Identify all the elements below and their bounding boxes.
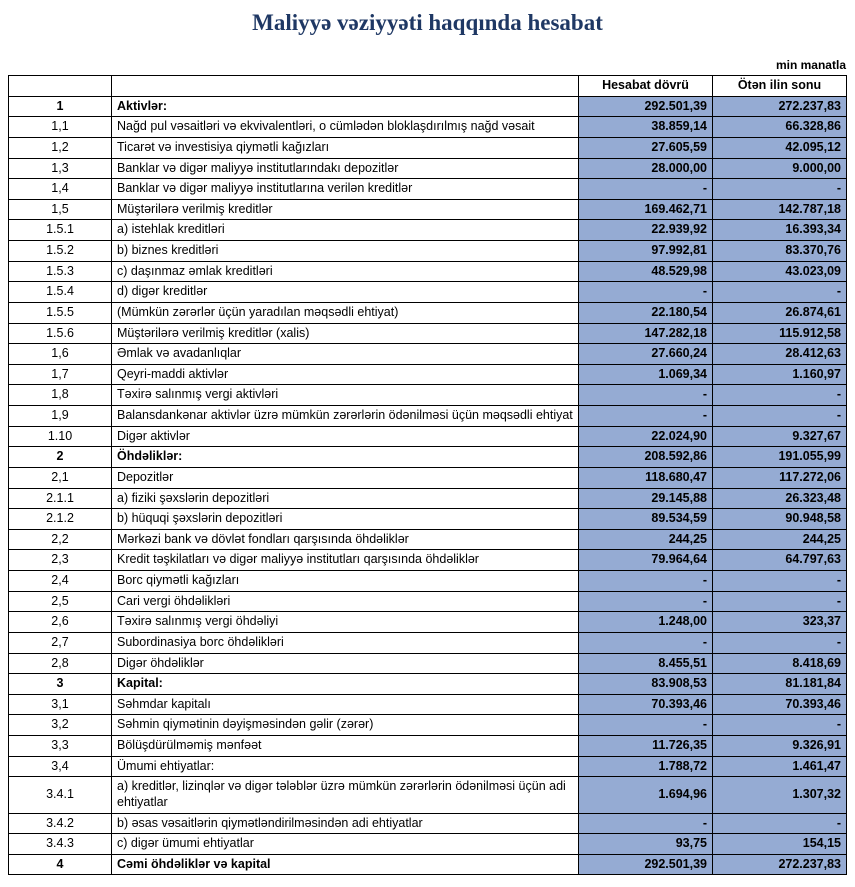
- table-row: [9, 715, 847, 736]
- row-current-value: -: [579, 385, 713, 406]
- header-previous-period: Ötən ilin sonu: [713, 76, 847, 97]
- table-row: [9, 302, 847, 323]
- row-code: 3,1: [9, 694, 112, 715]
- row-previous-value: 9.327,67: [713, 426, 847, 447]
- row-previous-value: -: [713, 715, 847, 736]
- row-label: b) əsas vəsaitlərin qiymətləndirilməsindən adi ehtiyatlar: [112, 813, 579, 834]
- row-label: Kredit təşkilatları və digər maliyyə institutları qarşısında öhdəliklər: [112, 550, 579, 571]
- table-row: [9, 854, 847, 875]
- financial-position-table: [8, 75, 847, 875]
- table-row: [9, 834, 847, 855]
- row-code: 1.5.6: [9, 323, 112, 344]
- row-current-value: 1.788,72: [579, 756, 713, 777]
- row-label: Müştərilərə verilmiş kreditlər (xalis): [112, 323, 579, 344]
- table-row: [9, 571, 847, 592]
- table-header-row: [9, 76, 847, 97]
- row-label: Ticarət və investisiya qiymətli kağızları: [112, 137, 579, 158]
- table-row: [9, 529, 847, 550]
- row-label: b) hüquqi şəxslərin depozitləri: [112, 509, 579, 530]
- row-previous-value: 16.393,34: [713, 220, 847, 241]
- row-current-value: 22.939,92: [579, 220, 713, 241]
- row-code: 1,1: [9, 117, 112, 138]
- row-code: 3,2: [9, 715, 112, 736]
- row-label: Öhdəliklər:: [112, 447, 579, 468]
- row-label: Əmlak və avadanlıqlar: [112, 344, 579, 365]
- row-code: 1.5.3: [9, 261, 112, 282]
- row-previous-value: -: [713, 591, 847, 612]
- table-row: [9, 612, 847, 633]
- header-name-cell: [112, 76, 579, 97]
- table-row: [9, 261, 847, 282]
- row-previous-value: 154,15: [713, 834, 847, 855]
- row-label: (Mümkün zərərlər üçün yaradılan məqsədli ehtiyat): [112, 302, 579, 323]
- row-code: 2,8: [9, 653, 112, 674]
- row-label: Bölüşdürülməmiş mənfəət: [112, 736, 579, 757]
- row-code: 3.4.1: [9, 777, 112, 813]
- row-current-value: 48.529,98: [579, 261, 713, 282]
- table-row: [9, 447, 847, 468]
- row-previous-value: 1.307,32: [713, 777, 847, 813]
- row-code: 1,3: [9, 158, 112, 179]
- row-current-value: 118.680,47: [579, 467, 713, 488]
- row-label: c) daşınmaz əmlak kreditləri: [112, 261, 579, 282]
- row-previous-value: 70.393,46: [713, 694, 847, 715]
- table-row: [9, 220, 847, 241]
- row-code: 1: [9, 96, 112, 117]
- row-previous-value: 142.787,18: [713, 199, 847, 220]
- page-title: Maliyyə vəziyyəti haqqında hesabat: [252, 10, 603, 35]
- row-label: Qeyri-maddi aktivlər: [112, 364, 579, 385]
- row-code: 1,2: [9, 137, 112, 158]
- row-current-value: 22.024,90: [579, 426, 713, 447]
- row-previous-value: 9.000,00: [713, 158, 847, 179]
- header-current-period: Hesabat dövrü: [579, 76, 713, 97]
- row-code: 2.1.2: [9, 509, 112, 530]
- row-code: 3,4: [9, 756, 112, 777]
- row-label: d) digər kreditlər: [112, 282, 579, 303]
- row-current-value: 244,25: [579, 529, 713, 550]
- row-current-value: -: [579, 715, 713, 736]
- row-label: Borc qiymətli kağızları: [112, 571, 579, 592]
- row-current-value: 11.726,35: [579, 736, 713, 757]
- row-code: 1,5: [9, 199, 112, 220]
- row-previous-value: -: [713, 179, 847, 200]
- table-row: [9, 674, 847, 695]
- row-current-value: 292.501,39: [579, 96, 713, 117]
- table-row: [9, 385, 847, 406]
- row-current-value: 83.908,53: [579, 674, 713, 695]
- row-previous-value: 26.323,48: [713, 488, 847, 509]
- row-code: 1.5.2: [9, 241, 112, 262]
- row-code: 2,7: [9, 632, 112, 653]
- row-label: b) biznes kreditləri: [112, 241, 579, 262]
- row-code: 2,2: [9, 529, 112, 550]
- row-code: 2,6: [9, 612, 112, 633]
- row-current-value: 28.000,00: [579, 158, 713, 179]
- table-row: [9, 96, 847, 117]
- table-body: [9, 96, 847, 875]
- row-previous-value: -: [713, 385, 847, 406]
- row-code: 3.4.3: [9, 834, 112, 855]
- table-row: [9, 344, 847, 365]
- row-label: Səhmdar kapitalı: [112, 694, 579, 715]
- row-code: 1,9: [9, 406, 112, 427]
- row-code: 2,5: [9, 591, 112, 612]
- row-current-value: 97.992,81: [579, 241, 713, 262]
- row-current-value: -: [579, 632, 713, 653]
- table-row: [9, 736, 847, 757]
- row-previous-value: 42.095,12: [713, 137, 847, 158]
- table-row: [9, 406, 847, 427]
- table-row: [9, 488, 847, 509]
- row-code: 1.5.5: [9, 302, 112, 323]
- row-label: Depozitlər: [112, 467, 579, 488]
- row-code: 2: [9, 447, 112, 468]
- row-label: Digər öhdəliklər: [112, 653, 579, 674]
- row-previous-value: 83.370,76: [713, 241, 847, 262]
- row-current-value: 89.534,59: [579, 509, 713, 530]
- table-row: [9, 756, 847, 777]
- row-previous-value: -: [713, 632, 847, 653]
- row-label: Kapital:: [112, 674, 579, 695]
- table-row: [9, 509, 847, 530]
- row-previous-value: -: [713, 813, 847, 834]
- row-code: 1,4: [9, 179, 112, 200]
- row-previous-value: 272.237,83: [713, 96, 847, 117]
- row-current-value: 27.605,59: [579, 137, 713, 158]
- row-label: Səhmin qiymətinin dəyişməsindən gəlir (zərər): [112, 715, 579, 736]
- row-current-value: -: [579, 591, 713, 612]
- row-current-value: -: [579, 813, 713, 834]
- row-previous-value: 117.272,06: [713, 467, 847, 488]
- table-row: [9, 137, 847, 158]
- row-label: Müştərilərə verilmiş kreditlər: [112, 199, 579, 220]
- row-current-value: 208.592,86: [579, 447, 713, 468]
- row-code: 1.5.1: [9, 220, 112, 241]
- row-label: Təxirə salınmış vergi aktivləri: [112, 385, 579, 406]
- row-previous-value: 244,25: [713, 529, 847, 550]
- row-code: 3.4.2: [9, 813, 112, 834]
- row-label: Balansdankənar aktivlər üzrə mümkün zərərlərin ödənilməsi üçün məqsədli ehtiyat: [112, 406, 579, 427]
- table-row: [9, 632, 847, 653]
- row-label: Subordinasiya borc öhdəlikləri: [112, 632, 579, 653]
- row-current-value: 22.180,54: [579, 302, 713, 323]
- row-current-value: 38.859,14: [579, 117, 713, 138]
- row-label: Banklar və digər maliyyə institutlarındakı depozitlər: [112, 158, 579, 179]
- row-label: Təxirə salınmış vergi öhdəliyi: [112, 612, 579, 633]
- row-previous-value: 81.181,84: [713, 674, 847, 695]
- row-previous-value: 1.461,47: [713, 756, 847, 777]
- row-label: Nağd pul vəsaitləri və ekvivalentləri, o cümlədən bloklaşdırılmış nağd vəsait: [112, 117, 579, 138]
- row-previous-value: -: [713, 406, 847, 427]
- row-current-value: 93,75: [579, 834, 713, 855]
- row-current-value: 1.069,34: [579, 364, 713, 385]
- row-previous-value: 1.160,97: [713, 364, 847, 385]
- row-current-value: -: [579, 406, 713, 427]
- table-row: [9, 777, 847, 813]
- row-previous-value: 323,37: [713, 612, 847, 633]
- row-previous-value: 9.326,91: [713, 736, 847, 757]
- table-row: [9, 467, 847, 488]
- row-code: 3,3: [9, 736, 112, 757]
- table-row: [9, 653, 847, 674]
- row-previous-value: 8.418,69: [713, 653, 847, 674]
- table-row: [9, 282, 847, 303]
- row-label: Aktivlər:: [112, 96, 579, 117]
- row-label: c) digər ümumi ehtiyatlar: [112, 834, 579, 855]
- row-code: 1.10: [9, 426, 112, 447]
- row-previous-value: 26.874,61: [713, 302, 847, 323]
- table-row: [9, 813, 847, 834]
- table-row: [9, 199, 847, 220]
- table-row: [9, 158, 847, 179]
- table-row: [9, 550, 847, 571]
- row-current-value: -: [579, 179, 713, 200]
- row-current-value: 8.455,51: [579, 653, 713, 674]
- table-row: [9, 179, 847, 200]
- table-row: [9, 591, 847, 612]
- table-row: [9, 426, 847, 447]
- row-previous-value: 115.912,58: [713, 323, 847, 344]
- row-label: Ümumi ehtiyatlar:: [112, 756, 579, 777]
- row-label: Cəmi öhdəliklər və kapital: [112, 854, 579, 875]
- table-row: [9, 241, 847, 262]
- row-code: 3: [9, 674, 112, 695]
- row-label: a) kreditlər, lizinqlər və digər tələblər üzrə mümkün zərərlərin ödənilməsi üçün adi ehtiyatlar: [112, 777, 579, 813]
- row-label: a) fiziki şəxslərin depozitləri: [112, 488, 579, 509]
- row-current-value: 1.694,96: [579, 777, 713, 813]
- table-row: [9, 364, 847, 385]
- row-previous-value: 191.055,99: [713, 447, 847, 468]
- row-current-value: 1.248,00: [579, 612, 713, 633]
- row-label: Cari vergi öhdəlikləri: [112, 591, 579, 612]
- row-current-value: 29.145,88: [579, 488, 713, 509]
- table-row: [9, 694, 847, 715]
- row-label: a) istehlak kreditləri: [112, 220, 579, 241]
- row-code: 4: [9, 854, 112, 875]
- row-current-value: 292.501,39: [579, 854, 713, 875]
- row-current-value: 70.393,46: [579, 694, 713, 715]
- table-row: [9, 323, 847, 344]
- row-label: Banklar və digər maliyyə institutlarına verilən kreditlər: [112, 179, 579, 200]
- row-code: 2,3: [9, 550, 112, 571]
- row-previous-value: 43.023,09: [713, 261, 847, 282]
- row-code: 1,6: [9, 344, 112, 365]
- unit-label: min manatla: [775, 58, 846, 72]
- row-previous-value: 66.328,86: [713, 117, 847, 138]
- row-code: 2.1.1: [9, 488, 112, 509]
- row-previous-value: -: [713, 571, 847, 592]
- row-current-value: 169.462,71: [579, 199, 713, 220]
- row-current-value: 79.964,64: [579, 550, 713, 571]
- row-previous-value: 90.948,58: [713, 509, 847, 530]
- row-previous-value: -: [713, 282, 847, 303]
- row-current-value: -: [579, 282, 713, 303]
- row-current-value: 147.282,18: [579, 323, 713, 344]
- row-code: 1,8: [9, 385, 112, 406]
- row-previous-value: 64.797,63: [713, 550, 847, 571]
- row-current-value: -: [579, 571, 713, 592]
- row-label: Digər aktivlər: [112, 426, 579, 447]
- row-code: 1,7: [9, 364, 112, 385]
- row-label: Mərkəzi bank və dövlət fondları qarşısında öhdəliklər: [112, 529, 579, 550]
- row-previous-value: 272.237,83: [713, 854, 847, 875]
- row-current-value: 27.660,24: [579, 344, 713, 365]
- row-code: 2,1: [9, 467, 112, 488]
- row-previous-value: 28.412,63: [713, 344, 847, 365]
- header-code-cell: [9, 76, 112, 97]
- row-code: 2,4: [9, 571, 112, 592]
- table-row: [9, 117, 847, 138]
- row-code: 1.5.4: [9, 282, 112, 303]
